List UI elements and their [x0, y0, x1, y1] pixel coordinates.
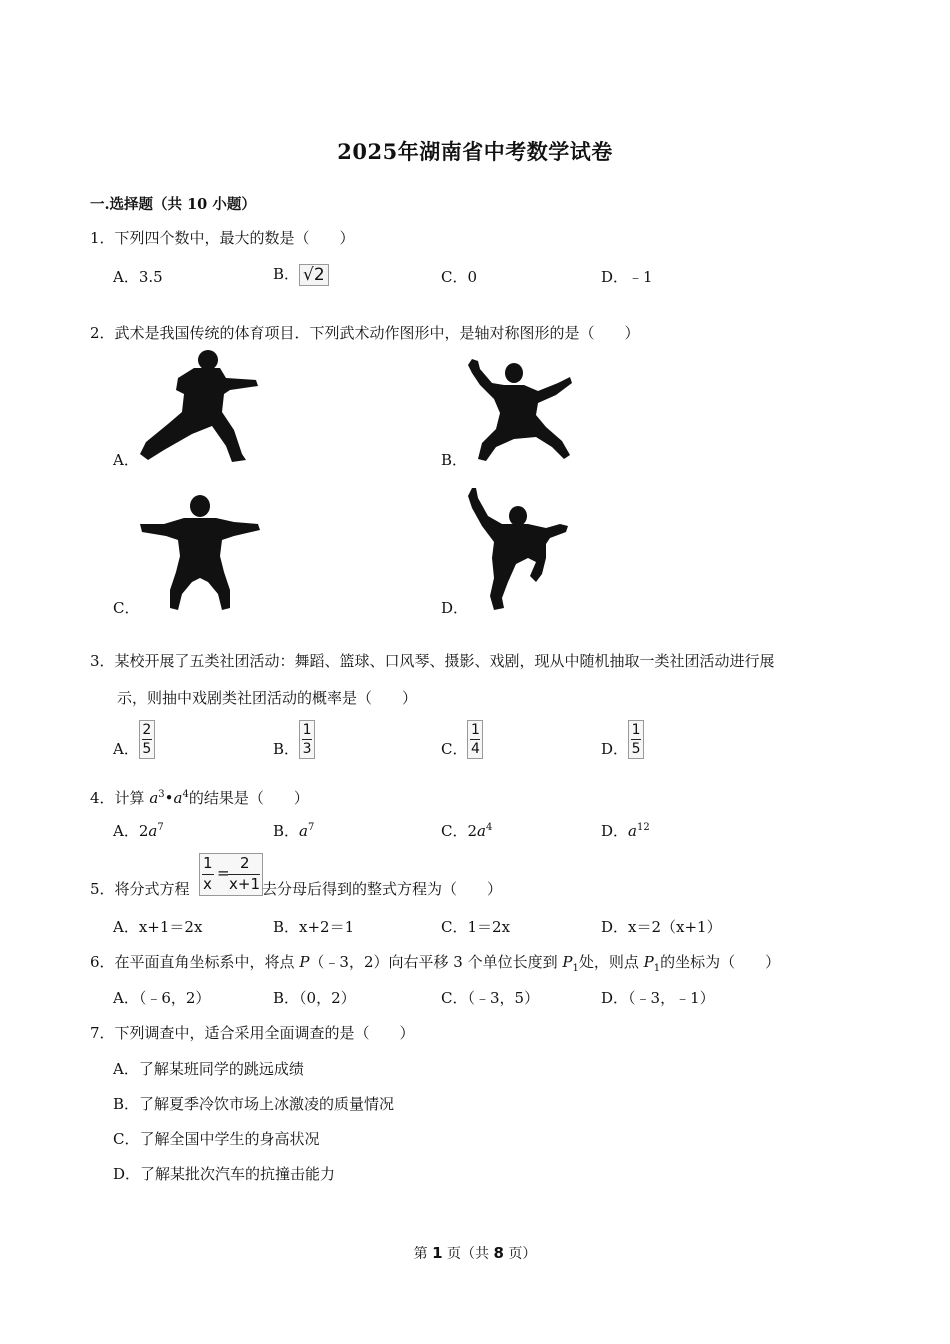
q5-option-c: C．1＝2x [441, 918, 511, 936]
page-footer [0, 1243, 950, 1263]
var-a: a [173, 789, 183, 807]
question-2-stem: 2．武术是我国传统的体育项目．下列武术动作图形中，是轴对称图形的是（ ） [90, 324, 640, 342]
q2-option-a-label: A． [113, 451, 139, 469]
question-6-stem [90, 951, 780, 980]
eq-denominator-left: x [203, 875, 212, 893]
question-5-post: 去分母后得到的整式方程为（ ） [262, 880, 503, 898]
q7-option-d: D．了解某批次汽车的抗撞击能力 [113, 1165, 336, 1183]
eq-numerator-right: 2 [240, 854, 250, 872]
martial-arts-figure-d [466, 486, 572, 612]
question-3-line-1: 3．某校开展了五类社团活动：舞蹈、篮球、口风琴、摄影、戏剧，现从中随机抽取一类社团活动进行展 [90, 652, 775, 670]
q3-option-a [113, 720, 155, 759]
option-label: B． [273, 265, 300, 283]
question-3-stem [90, 643, 860, 717]
q7-option-b: B．了解夏季冷饮市场上冰激凌的质量情况 [113, 1095, 395, 1113]
page-title: 2025年湖南省中考数学试卷 [337, 139, 613, 164]
q3-option-c [441, 720, 483, 759]
numerator: 1 [471, 722, 480, 738]
var: a [299, 822, 308, 840]
point-p: P [299, 953, 310, 971]
var-a: a [149, 789, 159, 807]
section-heading: 一.选择题（共 10 小题） [90, 196, 256, 213]
eq-equals: = [217, 864, 230, 882]
eq-numerator-left: 1 [203, 854, 213, 872]
exponent: 7 [307, 822, 315, 833]
q2-option-d-label: D． [441, 599, 469, 617]
question-7-stem: 7．下列调查中，适合采用全面调查的是（ ） [90, 1024, 415, 1042]
exponent: 3 [158, 789, 165, 800]
q4-option-c [441, 820, 492, 841]
q2-option-c-label: C． [113, 599, 140, 617]
option-label: B． [273, 822, 300, 840]
denominator: 3 [302, 741, 312, 757]
q4-option-d [601, 820, 650, 841]
martial-arts-figure-c [138, 494, 262, 612]
exponent: 4 [182, 789, 189, 800]
q6-option-c: C．（﹣3，5） [441, 989, 540, 1007]
option-label: D． [601, 740, 629, 758]
option-label: C．2 [441, 822, 478, 840]
subscript: 1 [653, 963, 661, 974]
q6-text: 6．在平面直角坐标系中，将点 [90, 953, 300, 971]
page-total: 8 [493, 1244, 504, 1262]
q6-option-b: B．（0，2） [273, 989, 356, 1007]
exponent: 7 [157, 822, 164, 833]
q4-text: 4．计算 [90, 789, 150, 807]
option-label: B． [273, 740, 300, 758]
denominator: 5 [142, 741, 152, 757]
fraction-image [628, 720, 644, 759]
footer-text: 页） [503, 1246, 537, 1262]
sqrt-two-image: √2 [299, 264, 329, 286]
martial-arts-figure-a [138, 350, 262, 466]
q6-option-d: D．（﹣3，﹣1） [601, 989, 715, 1007]
q6-text: （﹣3，2）向右平移 3 个单位长度到 [309, 953, 563, 971]
option-label: A． [113, 740, 139, 758]
question-4-stem [90, 784, 309, 809]
point-p1: P [562, 953, 573, 971]
question-5-pre: 5．将分式方程 [90, 880, 190, 898]
question-1-stem: 1．下列四个数中，最大的数是（ ） [90, 229, 355, 247]
q4-option-b [273, 820, 314, 841]
var: a [148, 822, 158, 840]
dot: • [164, 789, 174, 807]
q7-option-c: C．了解全国中学生的身高状况 [113, 1130, 320, 1148]
exponent: 4 [485, 822, 493, 833]
q1-option-d: D．﹣1 [601, 268, 653, 286]
question-3-line-2: 示，则抽中戏剧类社团活动的概率是（ ） [117, 689, 418, 707]
q4-option-a [113, 820, 164, 841]
q3-option-d [601, 720, 644, 759]
q6-option-a: A．（﹣6，2） [113, 989, 211, 1007]
eq-denominator-right: x+1 [229, 875, 260, 893]
denominator: 5 [631, 741, 641, 757]
equation-image [199, 853, 263, 896]
q3-option-b [273, 720, 315, 759]
var: a [477, 822, 486, 840]
q7-option-a: A．了解某班同学的跳远成绩 [113, 1060, 304, 1078]
q1-option-b [273, 263, 329, 286]
page-number: 1 [432, 1244, 443, 1262]
martial-arts-figure-b [466, 355, 578, 467]
fraction-image [139, 720, 155, 759]
q1-option-a: A．3.5 [113, 268, 163, 286]
subscript: 1 [572, 963, 579, 974]
q5-option-b: B．x+2＝1 [273, 918, 355, 936]
point-p1: P [643, 953, 654, 971]
footer-text: 第 [413, 1246, 433, 1262]
q4-text: 的结果是（ ） [188, 789, 309, 807]
q1-option-c: C．0 [441, 268, 478, 286]
q6-text: 的坐标为（ ） [660, 953, 781, 971]
q2-option-b-label: B． [441, 451, 468, 469]
footer-text: 页（共 [442, 1246, 494, 1262]
fraction-image [467, 720, 483, 759]
option-label: D． [601, 822, 629, 840]
exponent: 12 [636, 822, 650, 833]
option-label: C． [441, 740, 468, 758]
numerator: 1 [631, 722, 641, 738]
numerator: 2 [142, 722, 152, 738]
denominator: 4 [471, 741, 480, 757]
q6-text: 处，则点 [578, 953, 644, 971]
var: a [628, 822, 637, 840]
option-label: A．2 [113, 822, 149, 840]
fraction-image [299, 720, 315, 759]
numerator: 1 [302, 722, 312, 738]
q5-option-d: D．x＝2（x+1） [601, 918, 722, 936]
q5-option-a: A．x+1＝2x [113, 918, 203, 936]
